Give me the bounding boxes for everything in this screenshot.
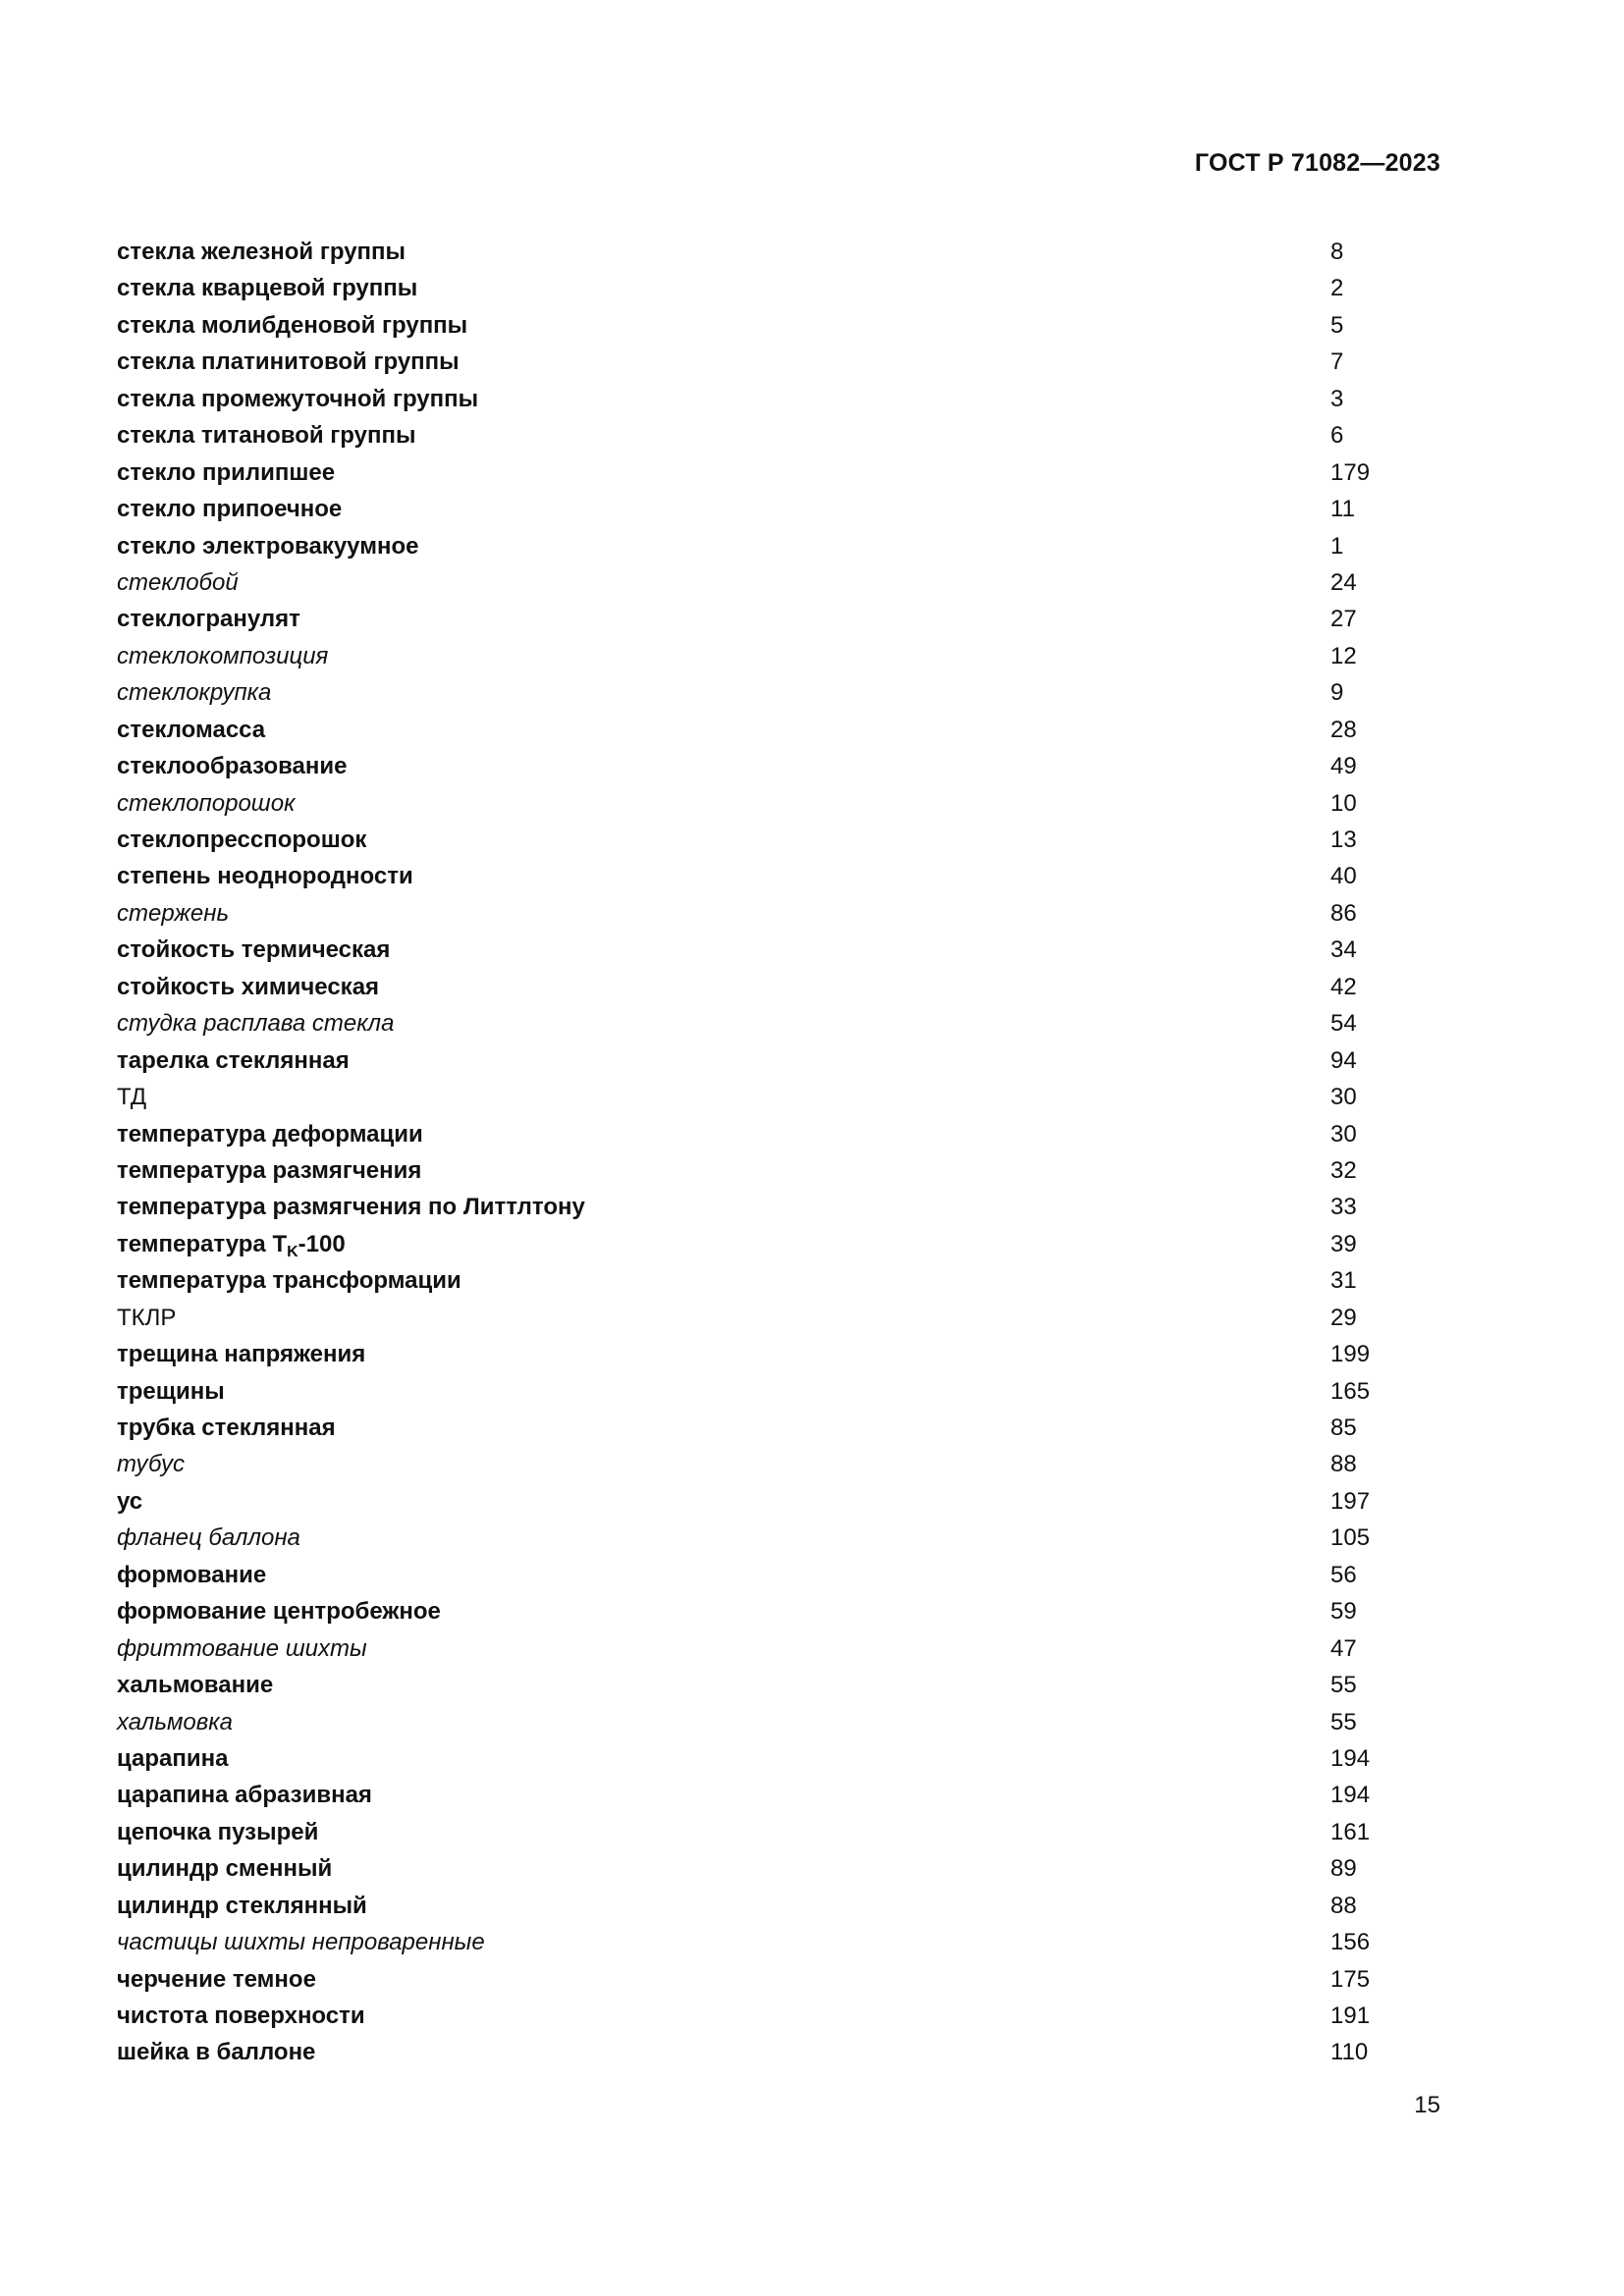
index-term <box>117 1557 266 1593</box>
index-term <box>117 1079 146 1115</box>
index-term-number: 47 <box>1330 1634 1357 1662</box>
index-term <box>117 1226 346 1262</box>
index-term <box>117 564 239 601</box>
index-term <box>117 1446 185 1482</box>
index-term-number: 105 <box>1330 1524 1371 1552</box>
index-term-number: 40 <box>1330 863 1357 890</box>
index-term-text: хальмование <box>117 1672 274 1699</box>
index-term <box>117 1888 367 1924</box>
index-term-number: 88 <box>1330 1892 1357 1919</box>
index-term-number: 194 <box>1330 1782 1371 1809</box>
index-term-text: царапина абразивная <box>117 1782 372 1809</box>
index-term <box>117 1777 372 1813</box>
index-term-number: 27 <box>1330 606 1357 633</box>
index-entry <box>117 1226 1393 1262</box>
index-entry <box>117 528 1393 564</box>
index-term-text: ТД <box>117 1084 147 1111</box>
index-term-text: цилиндр сменный <box>117 1855 333 1883</box>
index-term-number: 32 <box>1330 1156 1357 1184</box>
index-term <box>117 344 460 380</box>
index-term <box>117 895 229 932</box>
index-term <box>117 1300 176 1336</box>
index-term-number: 156 <box>1330 1929 1371 1956</box>
index-term-number: 89 <box>1330 1855 1357 1883</box>
index-term-text: температура T <box>117 1230 288 1257</box>
index-term-text: стекло прилипшее <box>117 458 336 486</box>
index-term-text: стержень <box>117 899 230 927</box>
index-term-number: 199 <box>1330 1341 1371 1368</box>
index-entry <box>117 1667 1393 1703</box>
index-entry <box>117 858 1393 894</box>
index-term <box>117 381 478 417</box>
index-term-text: ТКЛР <box>117 1304 177 1331</box>
index-term-number: 55 <box>1330 1672 1357 1699</box>
index-term <box>117 1189 585 1225</box>
index-term-suffix: -100 <box>298 1230 346 1257</box>
index-term-number: 29 <box>1330 1304 1357 1331</box>
index-term-number: 30 <box>1330 1084 1357 1111</box>
index-term-text: фриттование шихты <box>117 1634 367 1662</box>
index-entry <box>117 234 1393 270</box>
index-term-number: 1 <box>1330 532 1344 560</box>
index-term <box>117 307 467 344</box>
index-term-text: стекла молибденовой группы <box>117 311 468 339</box>
index-entry <box>117 1850 1393 1887</box>
index-term-number: 31 <box>1330 1267 1357 1295</box>
index-term-text: трещины <box>117 1377 225 1405</box>
index-entry <box>117 564 1393 601</box>
index-term <box>117 2034 315 2070</box>
index-term-subscript: K <box>287 1243 298 1260</box>
index-term-text: температура деформации <box>117 1120 423 1148</box>
index-term-text: стойкость термическая <box>117 936 391 964</box>
index-term-text: стеклокрупка <box>117 679 272 707</box>
index-term-number: 33 <box>1330 1194 1357 1221</box>
index-term-text: стекла платинитовой группы <box>117 348 460 376</box>
index-term <box>117 454 335 491</box>
index-term-text: формование <box>117 1561 267 1588</box>
index-term <box>117 1116 423 1152</box>
index-term-number: 3 <box>1330 385 1344 412</box>
index-term-number: 94 <box>1330 1046 1357 1074</box>
index-term <box>117 748 348 784</box>
index-term-number: 194 <box>1330 1744 1371 1772</box>
index-term-number: 49 <box>1330 753 1357 780</box>
index-term-number: 24 <box>1330 568 1357 596</box>
index-term <box>117 1961 316 1998</box>
index-entry <box>117 1410 1393 1446</box>
index-term-number: 86 <box>1330 899 1357 927</box>
index-term-text: тарелка стеклянная <box>117 1046 350 1074</box>
index-term-number: 85 <box>1330 1415 1357 1441</box>
index-term-number: 165 <box>1330 1377 1371 1405</box>
index-entry <box>117 638 1393 674</box>
index-entry <box>117 491 1393 527</box>
index-term <box>117 1410 336 1446</box>
index-term-text: черчение темное <box>117 1965 316 1993</box>
index-term-text: ус <box>117 1487 143 1515</box>
index-term <box>117 1042 350 1079</box>
index-entry <box>117 417 1393 454</box>
index-term-text: частицы шихты непроваренные <box>117 1929 485 1956</box>
index-entry <box>117 1630 1393 1667</box>
index-term-text: цепочка пузырей <box>117 1818 319 1845</box>
index-term-text: температура трансформации <box>117 1267 461 1295</box>
index-term <box>117 1704 233 1740</box>
index-entry <box>117 2034 1393 2070</box>
index-term <box>117 1152 421 1189</box>
index-entry <box>117 1079 1393 1115</box>
index-term <box>117 270 417 306</box>
index-term-number: 11 <box>1330 496 1355 523</box>
index-entry <box>117 822 1393 858</box>
index-entry <box>117 1116 1393 1152</box>
document-code-header: ГОСТ Р 71082—2023 <box>1194 149 1440 177</box>
index-term-text: стеклокомпозиция <box>117 642 329 669</box>
index-entry <box>117 601 1393 637</box>
index-term <box>117 1814 318 1850</box>
index-entry <box>117 1777 1393 1813</box>
index-term <box>117 417 415 454</box>
index-term-text: стеклообразование <box>117 753 348 780</box>
index-term <box>117 674 271 711</box>
index-term-text: стеклогранулят <box>117 606 300 633</box>
index-entry <box>117 895 1393 932</box>
index-term-number: 179 <box>1330 458 1371 486</box>
index-term-number: 6 <box>1330 422 1344 450</box>
index-term <box>117 858 413 894</box>
index-term-text: температура размягчения <box>117 1156 422 1184</box>
index-term-text: стойкость химическая <box>117 973 380 1000</box>
index-term-number: 59 <box>1330 1598 1357 1626</box>
index-term <box>117 1373 225 1410</box>
index-term-text: шейка в баллоне <box>117 2039 316 2066</box>
index-entry <box>117 381 1393 417</box>
term-index-list <box>117 234 1393 2071</box>
index-term-text: стекломасса <box>117 716 266 743</box>
index-term-text: чистота поверхности <box>117 2002 365 2029</box>
index-entry <box>117 1520 1393 1556</box>
index-entry <box>117 1998 1393 2034</box>
index-term-text: температура размягчения по Литтлтону <box>117 1194 585 1221</box>
index-term-text: тубус <box>117 1451 185 1478</box>
index-term-number: 55 <box>1330 1708 1357 1735</box>
index-term-text: стеклобой <box>117 568 239 596</box>
index-entry <box>117 1152 1393 1189</box>
page-number: 15 <box>1414 2092 1440 2118</box>
index-term-number: 12 <box>1330 642 1357 669</box>
index-term-text: стеклопресспорошок <box>117 827 367 853</box>
index-term <box>117 1630 367 1667</box>
index-term <box>117 1483 142 1520</box>
index-term-text: хальмовка <box>117 1708 233 1735</box>
index-term <box>117 785 295 822</box>
index-entry <box>117 1373 1393 1410</box>
index-entry <box>117 674 1393 711</box>
index-term-text: стекло припоечное <box>117 496 343 523</box>
index-term-text: степень неоднородности <box>117 863 413 890</box>
index-entry <box>117 307 1393 344</box>
index-entry <box>117 969 1393 1005</box>
index-term-text: формование центробежное <box>117 1598 441 1626</box>
index-term <box>117 1262 461 1299</box>
index-term-number: 10 <box>1330 789 1357 817</box>
index-term-text: стекла кварцевой группы <box>117 275 418 302</box>
index-term-text: стекла промежуточной группы <box>117 385 479 412</box>
index-term-number: 30 <box>1330 1120 1357 1148</box>
index-term-text: стекло электровакуумное <box>117 532 419 560</box>
index-entry <box>117 1740 1393 1777</box>
index-entry <box>117 1300 1393 1336</box>
index-term <box>117 601 300 637</box>
index-term <box>117 969 379 1005</box>
index-term <box>117 528 418 564</box>
index-term <box>117 491 342 527</box>
index-term-text: фланец баллона <box>117 1524 300 1552</box>
index-entry <box>117 1042 1393 1079</box>
index-term <box>117 932 390 968</box>
index-term <box>117 638 328 674</box>
index-term <box>117 712 265 748</box>
index-entry <box>117 712 1393 748</box>
index-term-number: 110 <box>1330 2039 1369 2066</box>
index-term-text: трубка стеклянная <box>117 1415 336 1441</box>
index-term-number: 34 <box>1330 936 1357 964</box>
index-entry <box>117 1557 1393 1593</box>
index-term-number: 9 <box>1330 679 1344 707</box>
index-term-number: 39 <box>1330 1230 1357 1257</box>
index-term-text: стекла железной группы <box>117 239 406 265</box>
index-term-text: стеклопорошок <box>117 789 296 817</box>
index-term <box>117 1005 394 1041</box>
index-term-number: 2 <box>1330 275 1344 302</box>
index-entry <box>117 1189 1393 1225</box>
index-term-number: 88 <box>1330 1451 1357 1478</box>
index-entry <box>117 1336 1393 1372</box>
index-term-text: студка расплава стекла <box>117 1010 395 1038</box>
index-entry <box>117 748 1393 784</box>
index-term-number: 56 <box>1330 1561 1357 1588</box>
index-term-text: стекла титановой группы <box>117 422 416 450</box>
index-entry <box>117 1005 1393 1041</box>
index-entry <box>117 1961 1393 1998</box>
index-term-number: 197 <box>1330 1487 1371 1515</box>
index-entry <box>117 785 1393 822</box>
index-term-number: 7 <box>1330 348 1344 376</box>
index-term-number: 8 <box>1330 239 1344 265</box>
index-term <box>117 1336 365 1372</box>
index-term-text: трещина напряжения <box>117 1341 366 1368</box>
index-term <box>117 1998 365 2034</box>
index-term-number: 54 <box>1330 1010 1357 1038</box>
index-entry <box>117 1593 1393 1629</box>
index-entry <box>117 1888 1393 1924</box>
index-term <box>117 234 406 270</box>
index-term-number: 5 <box>1330 311 1344 339</box>
index-entry <box>117 454 1393 491</box>
index-entry <box>117 1262 1393 1299</box>
index-entry <box>117 1704 1393 1740</box>
index-entry <box>117 344 1393 380</box>
index-term <box>117 1593 441 1629</box>
index-term-number: 161 <box>1330 1818 1371 1845</box>
index-term-number: 42 <box>1330 973 1357 1000</box>
index-term <box>117 1924 485 1960</box>
index-term <box>117 1667 273 1703</box>
index-term-text: цилиндр стеклянный <box>117 1892 367 1919</box>
index-term <box>117 822 366 858</box>
index-entry <box>117 1814 1393 1850</box>
index-term-text: царапина <box>117 1744 229 1772</box>
index-term-number: 13 <box>1330 827 1357 853</box>
index-term <box>117 1520 300 1556</box>
index-term-number: 191 <box>1330 2002 1371 2029</box>
index-term-number: 175 <box>1330 1965 1371 1993</box>
index-term <box>117 1740 229 1777</box>
index-entry <box>117 1483 1393 1520</box>
index-entry <box>117 932 1393 968</box>
index-term-number: 28 <box>1330 716 1357 743</box>
index-entry <box>117 1924 1393 1960</box>
index-term <box>117 1850 332 1887</box>
index-entry <box>117 1446 1393 1482</box>
index-entry <box>117 270 1393 306</box>
